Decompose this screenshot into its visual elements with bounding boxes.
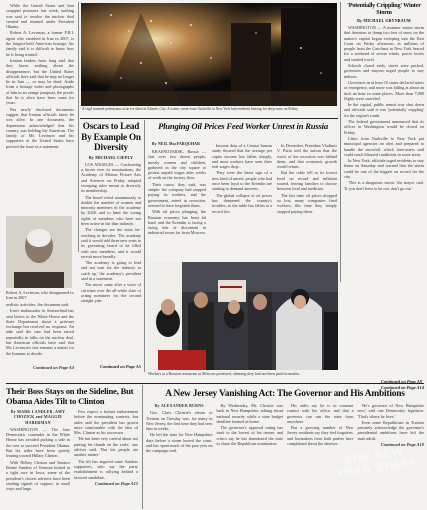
oil-paragraph: The global collapse of oil prices has deepened the country's troubles, as the ruble has fallen to a record low. — [212, 192, 272, 214]
nj-byline: By ALEXANDER BURNS — [154, 403, 204, 408]
oscars-paragraph: LOS ANGELES — Confronting a furore over its nominations, the Academy of Motion Picture Arts and Sciences on Friday adopted sweeping rules meant to diversify its membership. — [81, 161, 141, 194]
oscars-byline: By MICHAEL CIEPLY — [88, 154, 134, 160]
nj-paragraph: He left the state for New Hampshire days before a storm buried the coast, and has spent much of the past year on the campaign trail. — [146, 432, 213, 454]
boss-paragraph: With Hillary Clinton and Senator Bernie Sanders of Vermont locked in a tight race in Iowa, some of the president's closest advisers have been sending signals of support, in small ways and large. — [6, 459, 70, 492]
oscars-paragraph: 'The academy is going to lead and not wait for the industry to catch up,' the academy's president said in a statement. — [81, 260, 141, 282]
boss-jump: Continued on Page A15 — [94, 480, 138, 486]
oil-paragraph: Their cause, they said, was simple: the company had stopped paying its workers, and the government, mired in recession, seemed to have forgotten them. — [148, 181, 206, 208]
nj-jump: Continued on Page A18 — [380, 442, 424, 448]
boss-paragraph: WASHINGTON — The lone Democratic contender in the White House has avoided picking a side in the race to succeed President Obama. But his aides have been quietly leaning toward Hillary Clinton. — [6, 426, 70, 459]
nj-headline: A New Jersey Vanishing Act: The Governor and His Ambitions — [165, 389, 405, 399]
weather-story — [344, 2, 424, 390]
oil-column-3 — [277, 143, 337, 259]
weather-paragraph: The federal government announced that its offices in Washington would be closed on Friday. — [344, 119, 424, 135]
levinson-jump: Continued on Page A4 — [33, 364, 74, 370]
levinson-paragraph: Iran's ambassador in Switzerland has sent letters to the White House and the State Department about a prisoner exchange but received no response. An aide said the case had been raised repeatedly in talks on the nuclear deal, but American officials have said that Mr. Levinson's fate remains a matter for the Iranians to decide. — [6, 308, 74, 356]
oil-headline: Plunging Oil Prices Feed Worker Unrest in Russia — [158, 121, 328, 131]
russia-protest-photo — [148, 262, 338, 370]
levinson-paragraph: Robert A. Levinson, a former F.B.I. agent who vanished in Iran in 2007, is the longest-held American hostage; his family said it is difficult to know how he is being treated. — [6, 30, 74, 57]
weather-paragraph: In the capital, public transit was shut down and officials said it was 'potentially crippling' for the region's roads. — [344, 102, 424, 118]
watermark: THE NEW YORK TIMES — [334, 445, 417, 480]
nj-paragraph: But a growing number of New Jersey residents say they feel forgotten, and lawmakers from both parties have complained about the absence. — [287, 425, 354, 447]
levinson-paragraph: But newly disclosed documents suggest that Iranian officials knew he was alive. In one document, the department acknowledged that his country was holding the American. The family of Mr. Levinson and his supporters at the United States have pressed the issue in a statement. — [6, 106, 74, 149]
levinson-bottom-column — [6, 302, 74, 370]
nj-paragraph: His aides say he is in constant contact with his office, and that a governor can run the state from anywhere. — [287, 403, 354, 424]
boss-byline: By MARK LANDLER, AMY CHOZICK and MAGGIE HABERMAN — [10, 409, 66, 425]
oil-byline: By NEIL MacFARQUHAR — [151, 142, 201, 146]
oscars-paragraph: The board voted unanimously to double the number of women and minority members of the academy by 2020, and to limit the voting rights of members who have not been active in the film industry. — [81, 194, 141, 227]
storm-vigil-photo — [81, 3, 337, 106]
oil-paragraph: The last time oil prices dropped so low, many companies fired workers; this time they simply stopped paying them. — [277, 192, 337, 214]
weather-byline: By MICHAEL GRYNBAUM — [357, 18, 411, 23]
oil-paragraph: They were the latest sign of a new kind of unrest: people who had once been loyal to the Kremlin are starting to demand answers. — [212, 170, 272, 192]
oscars-paragraph: The move came after a wave of criticism over the all-white slate of acting nominees for the second straight year. — [81, 282, 141, 304]
weather-paragraph: 'This is a dangerous storm,' the mayor said. 'If you don't have to be out, don't go out.' — [344, 180, 424, 191]
levinson-paragraph: While the United States and Iran swapped prisoners last week, nothing was said to resolve the nuclear deal created and strained under President Obama. — [6, 3, 74, 30]
nj-paragraph: The governor's approval rating has sunk to the lowest of his tenure, and critics say he has abandoned the state to chase the Republican nomination. — [216, 425, 283, 447]
nj-paragraph: 'He's governor of New Hampshire now,' said one Democratic legislator. 'That's where he lives.' — [357, 403, 424, 419]
oil-paragraph: Income data of a Census bureau study showed that the average per capita income has fallen sharply, and most workers have seen their real wages drop. — [212, 143, 272, 170]
boss-paragraph: Few expect a formal endorsement before the nominating contests, but aides said the president has grown more comfortable with the idea of Mrs. Clinton as his successor. — [74, 409, 138, 436]
weather-headline: 'Potentially Crippling' Winter Storm — [347, 2, 421, 16]
oil-paragraph: In December, President Vladimir V. Putin told the nation that the worst of the recession was behind them, and that economic growth would return. — [277, 143, 337, 170]
boss-paragraph: 'He has been very careful about not putting his thumb on the scale,' one adviser said. 'But his people are another matter.' — [74, 436, 138, 458]
oil-paragraph: With oil prices plunging, the Russian economy has been hit hard, and the Kremlin is facing a rising tide of discontent in industrial towns far from Moscow. — [148, 209, 206, 236]
nj-paragraph: Even some Republicans in Trenton privately acknowledge the governor's presidential ambitions have left the state adrift. — [357, 419, 424, 441]
oscars-story — [81, 121, 141, 369]
levinson-paragraph: Iranian leaders have long said that they know nothing about the disappearance, but the United States officials have said that he may no longer be in Iran — or may be dead. Aside from a hostage video and photographs of him in an orange jumpsuit, the proofs that he is alive have been scant for years. — [6, 57, 74, 106]
nj-paragraph: Gov. Chris Christie's return to Trenton on Tuesday was, for many in New Jersey, the first time they had seen him in weeks. — [146, 410, 213, 432]
oscars-headline: Oscars to Lead By Example On Diversity — [81, 121, 141, 153]
levinson-photo — [6, 216, 72, 288]
levinson-paragraph: realistic activities, the document said. — [6, 302, 70, 307]
oscars-jump: Continued on Page A5 — [100, 364, 141, 369]
weather-jump: Continued on Page A14 — [380, 385, 424, 390]
weather-paragraph: WASHINGTON — A monster winter storm that threatens to dump two feet of snow on the nation's capital began sweeping into the East Coast on Friday afternoon, as millions of people from the Carolinas to New York braced for a weekend of severe winds, power losses and snarled travel. — [344, 25, 424, 62]
boss-story — [6, 409, 138, 508]
weather-paragraph: Cities from Nashville to New York put municipal agencies on alert and prepared to handle the snowfall, which forecasters said could reach blizzard conditions in some areas. — [344, 135, 424, 157]
levinson-photo-caption: Robert A. Levinson, who disappeared in Iran in 2007. — [6, 290, 74, 300]
levinson-top-column — [6, 3, 74, 217]
weather-paragraph: Governors in at least 10 states declared states of emergency, and snow was falling at about an inch an hour in some places. More than 7,000 flights were canceled. — [344, 79, 424, 101]
oil-column-2 — [212, 143, 272, 259]
weather-paragraph: In New York, officials urged residents to stay home on Saturday and warned that the storm could be one of the biggest on record for the city. — [344, 158, 424, 180]
nj-paragraph: By Wednesday, Mr. Christie was back in New Hampshire, talking about national security while a state budget deadline loomed at home. — [216, 403, 283, 424]
oscars-paragraph: The changes are the most far-reaching in decades. The academy said it would add three new seats to its governing board to be filled with new members, and it would recruit more broadly. — [81, 227, 141, 259]
top-photo-caption: A vigil warmed pedestrians at an ice sheet in Atlantic City. A winter storm from Nashville to New York had residents bracing for deep snow on Friday. — [82, 107, 299, 111]
russia-photo-caption: Workers at a Russian restaurant in Moscow protested, claiming they had not been paid in months. — [148, 372, 300, 376]
boss-headline: Their Boss Stays on the Sideline, But Obama Aides Tilt to Clinton — [6, 386, 134, 407]
weather-paragraph: Schools closed early, stores were packed, governors and mayors urged people to stay indoors. — [344, 63, 424, 79]
oil-column-1 — [148, 149, 206, 259]
oil-paragraph: But the ruble fell to its lowest level on record and inflation soared, leaving families to choose between food and medicine. — [277, 170, 337, 192]
oil-jump: Continued on Page A9 — [381, 379, 422, 384]
oil-paragraph: KRASNOYARSK, Russia — Just over two dozen people, mostly women and children, gathered in the city square to protest unpaid wages after weeks of work on the factory floor. — [148, 149, 206, 181]
boss-paragraph: The tilt has angered some Sanders supporters, who say the party establishment is rallying behind a favored candidate. — [74, 458, 138, 480]
